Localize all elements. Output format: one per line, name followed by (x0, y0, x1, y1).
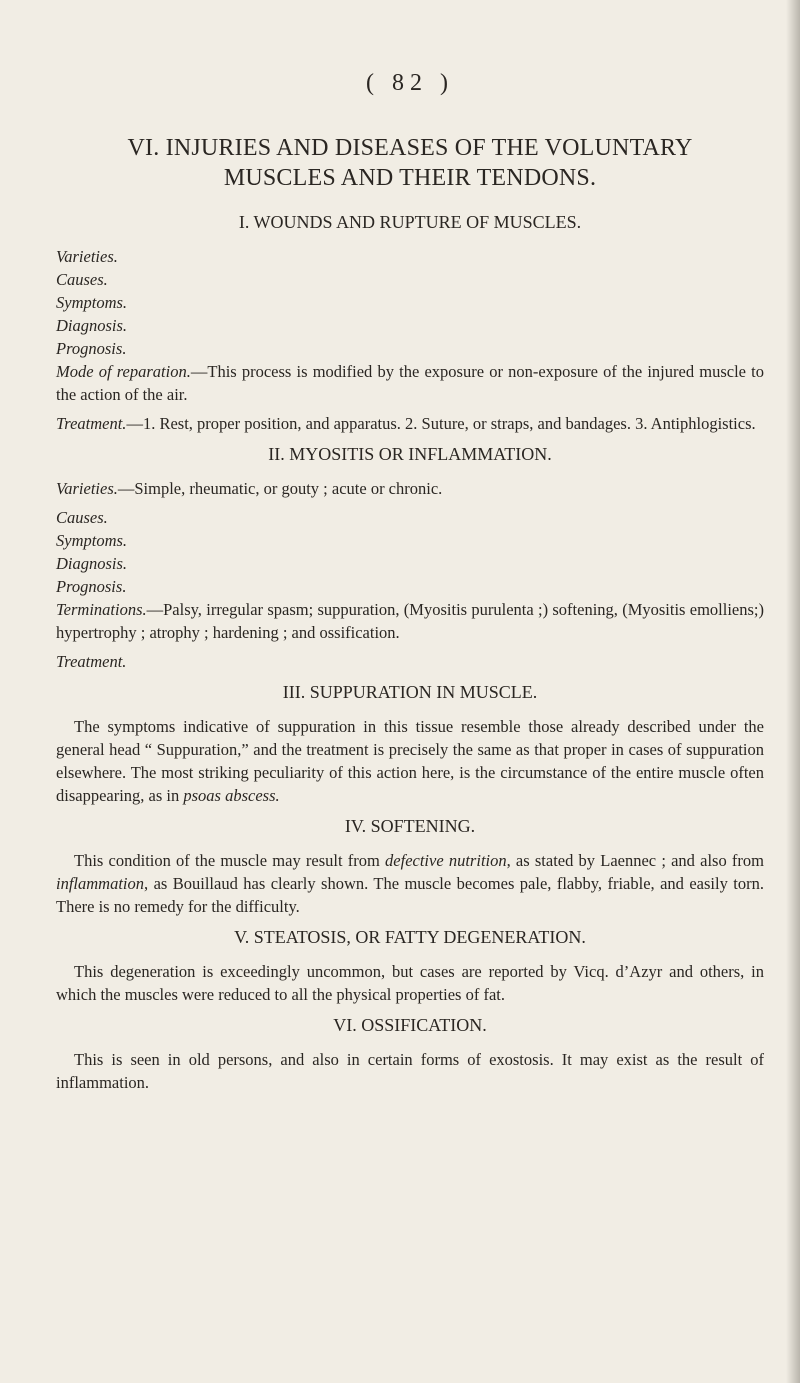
mode-label: Mode of reparation. (56, 362, 191, 381)
terminations-label: Terminations. (56, 600, 147, 619)
topic-symptoms: Symptoms. (56, 531, 128, 550)
chapter-title-line2: MUSCLES AND THEIR TENDONS. (223, 165, 597, 191)
section-softening (56, 815, 764, 918)
section-myositis (56, 443, 764, 673)
topic-diagnosis: Diagnosis. (56, 554, 128, 573)
section-heading: VI. OSSIFICATION. (333, 1015, 487, 1035)
treatment-paragraph (56, 412, 764, 435)
softening-paragraph (56, 849, 764, 918)
topic-varieties: Varieties. (56, 247, 118, 266)
section-suppuration (56, 681, 764, 807)
topic-causes: Causes. (56, 270, 108, 289)
mode-of-reparation (56, 360, 764, 406)
section-heading: III. SUPPURATION IN MUSCLE. (282, 682, 538, 702)
topic-diagnosis: Diagnosis. (56, 316, 128, 335)
softening-text-1: This condition of the muscle may result from (74, 851, 386, 870)
mode-text: —This process is modified by the exposure or non-exposure of the injured muscle to the action of the air. (56, 362, 764, 404)
chapter-title-line1: VI. INJURIES AND DISEASES OF THE VOLUNTARY (127, 135, 693, 161)
section-heading: I. WOUNDS AND RUPTURE OF MUSCLES. (238, 212, 582, 232)
topic-causes: Causes. (56, 508, 108, 527)
steatosis-paragraph: This degeneration is exceedingly uncommon, but cases are reported by Vicq. d’Azyr and others, in which the muscles were reduced to all the physical properties of fat. (56, 962, 764, 1004)
terminations-text: —Palsy, irregular spasm; suppuration, (Myositis purulenta ;) softening, (Myositis emolliens;) hypertrophy ; atrophy ; hardening ; and ossification. (56, 600, 764, 642)
section-steatosis (56, 926, 764, 1006)
section-wounds (56, 211, 764, 435)
suppuration-paragraph (56, 715, 764, 807)
varieties-text: —Simple, rheumatic, or gouty ; acute or chronic. (117, 479, 443, 498)
terminations-paragraph (56, 598, 764, 644)
softening-emphasis-2: inflammation (56, 874, 145, 893)
topic-treatment: Treatment. (56, 652, 127, 671)
section-heading: V. STEATOSIS, OR FATTY DEGENERATION. (234, 927, 586, 947)
page-edge-shadow (786, 0, 800, 1383)
softening-text-3: , as Bouillaud has clearly shown. The muscle becomes pale, flabby, friable, and easily torn. There is no remedy for the difficulty. (56, 874, 764, 916)
treatment-text: —1. Rest, proper position, and apparatus. 2. Suture, or straps, and bandages. 3. Antiphlogistics. (126, 414, 756, 433)
suppuration-emphasis: psoas abscess. (183, 786, 280, 805)
ossification-paragraph: This is seen in old persons, and also in certain forms of exostosis. It may exist as the result of inflammation. (56, 1050, 764, 1092)
softening-emphasis-1: defective nutrition (385, 851, 507, 870)
section-ossification (56, 1014, 764, 1094)
varieties-paragraph (56, 477, 764, 500)
section-heading: II. MYOSITIS OR INFLAMMATION. (268, 444, 552, 464)
topic-symptoms: Symptoms. (56, 293, 128, 312)
chapter-title (56, 133, 764, 193)
suppuration-text: The symptoms indicative of suppuration in this tissue resemble those already described under the general head “ Suppuration,” and the treatment is precisely the same as that proper in cases of suppuration elsewhere. The most striking peculiarity of this action here, is the circumstance of the entire muscle often disappearing, as in (56, 717, 764, 805)
treatment-label: Treatment. (56, 414, 127, 433)
page-number: ( 82 ) (366, 70, 454, 96)
topic-prognosis: Prognosis. (56, 339, 127, 358)
varieties-label: Varieties. (56, 479, 118, 498)
softening-text-2: , as stated by Laennec ; and also from (506, 851, 764, 870)
topic-prognosis: Prognosis. (56, 577, 127, 596)
section-heading: IV. SOFTENING. (344, 816, 476, 836)
